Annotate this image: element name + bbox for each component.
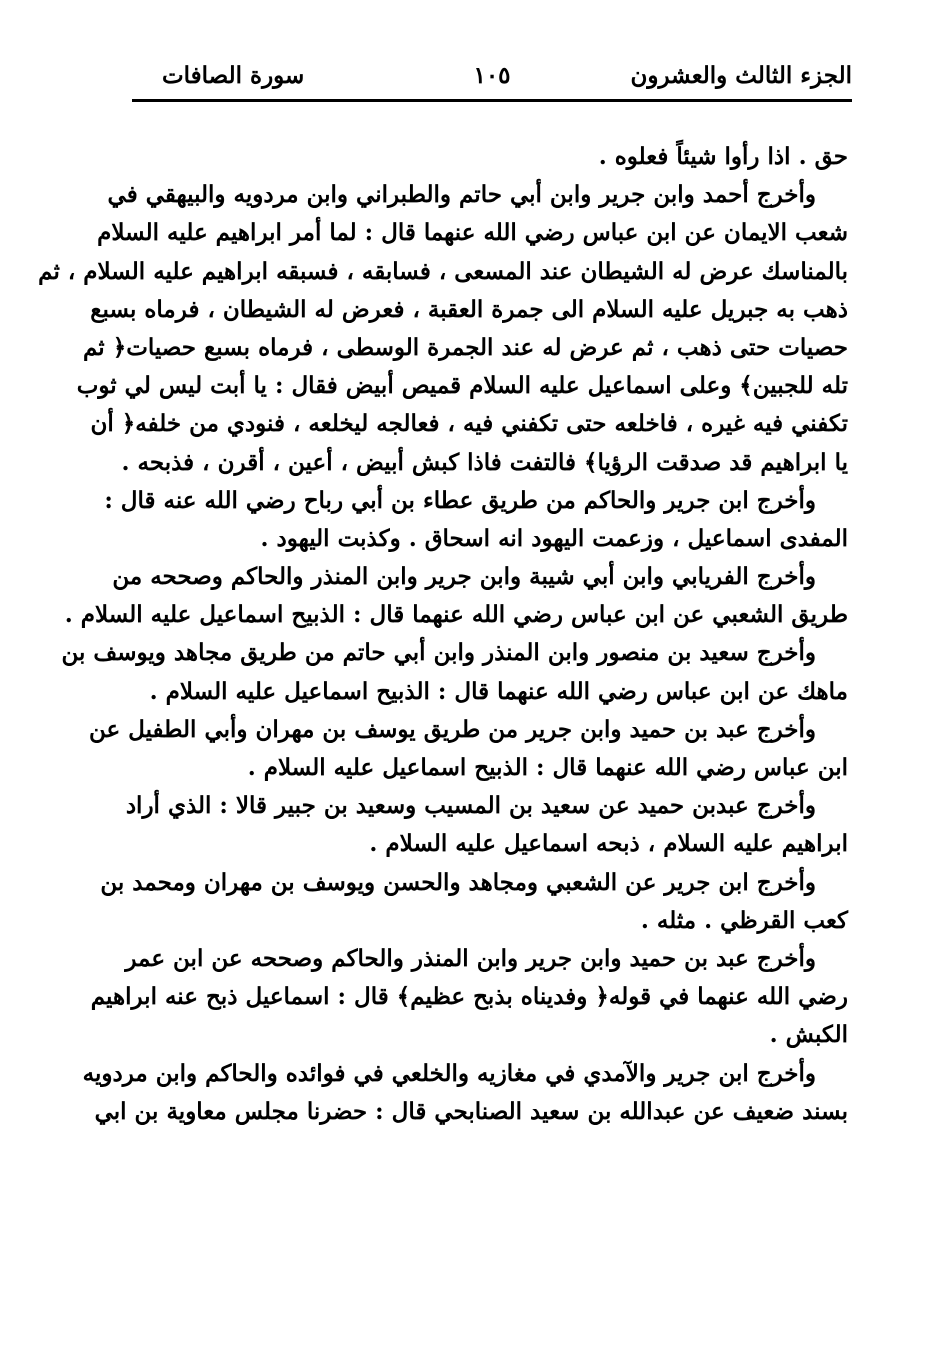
surah-title: سورة الصافات bbox=[162, 62, 305, 89]
text-line: طريق الشعبي عن ابن عباس رضي الله عنهما قال : الذبيح اسماعيل عليه السلام . bbox=[64, 601, 848, 629]
text-line: الكبش . bbox=[769, 1021, 848, 1049]
text-line: وأخرج سعيد بن منصور وابن المنذر وابن أبي حاتم من طريق مجاهد ويوسف بن bbox=[61, 639, 816, 667]
text-line: كعب القرظي . مثله . bbox=[640, 906, 848, 934]
text-line: حق . اذا رأوا شيئاً فعلوه . bbox=[598, 143, 848, 170]
text-line: رضي الله عنهما في قوله﴿ وفديناه بذبح عظيم﴾ قال : اسماعيل ذبح عنه ابراهيم bbox=[90, 983, 848, 1011]
page-header bbox=[132, 56, 852, 96]
text-line: يا ابراهيم قد صدقت الرؤيا﴾ فالتفت فاذا كبش أبيض ، أعين ، أقرن ، فذبحه . bbox=[121, 448, 848, 476]
text-line: بالمناسك عرض له الشيطان عند المسعى ، فسابقه ، فسبقه ابراهيم عليه السلام ، ثم bbox=[38, 257, 848, 285]
text-line: وأخرج الفريابي وابن أبي شيبة وابن جرير وابن المنذر والحاكم وصححه من bbox=[112, 563, 816, 591]
text-line: المفدى اسماعيل ، وزعمت اليهود انه اسحاق . وكذبت اليهود . bbox=[260, 524, 848, 552]
text-line: ذهب به جبريل عليه السلام الى جمرة العقبة ، فعرض له الشيطان ، فرماه بسبع bbox=[90, 295, 848, 323]
text-line: وأخرج عبد بن حميد وابن جرير وابن المنذر والحاكم وصححه عن ابن عمر bbox=[125, 944, 816, 972]
text-line: ابن عباس رضي الله عنهما قال : الذبيح اسماعيل عليه السلام . bbox=[247, 754, 848, 781]
page-body bbox=[38, 138, 848, 1131]
text-line: تكفني فيه غيره ، فاخلعه حتى تكفني فيه ، فعالجه ليخلعه ، فنودي من خلفه﴿ أن bbox=[90, 410, 848, 438]
text-line: شعب الايمان عن ابن عباس رضي الله عنهما قال : لما أمر ابراهيم عليه السلام bbox=[97, 219, 848, 247]
page-number: ١٠٥ bbox=[473, 62, 511, 89]
text-line: وأخرج عبدبن حميد عن سعيد بن المسيب وسعيد بن جبير قالا : الذي أراد bbox=[125, 792, 816, 820]
part-title: الجزء الثالث والعشرون bbox=[630, 62, 852, 89]
text-line: بسند ضعيف عن عبدالله بن سعيد الصنابحي قال : حضرنا مجلس معاوية بن ابي bbox=[94, 1097, 848, 1125]
text-line: ابراهيم عليه السلام ، ذبحه اسماعيل عليه السلام . bbox=[369, 830, 848, 858]
text-line: وأخرج ابن جرير عن الشعبي ومجاهد والحسن ويوسف بن مهران ومحمد بن bbox=[100, 868, 816, 896]
text-line: ماهك عن ابن عباس رضي الله عنهما قال : الذبيح اسماعيل عليه السلام . bbox=[149, 677, 848, 705]
text-line: وأخرج عبد بن حميد وابن جرير من طريق يوسف بن مهران وأبي الطفيل عن bbox=[88, 715, 816, 743]
text-line: وأخرج ابن جرير والآمدي في مغازيه والخلعي في فوائده والحاكم وابن مردويه bbox=[82, 1059, 816, 1087]
text-line: وأخرج أحمد وابن جرير وابن أبي حاتم والطبراني وابن مردويه والبيهقي في bbox=[107, 181, 816, 209]
text-line: وأخرج ابن جرير والحاكم من طريق عطاء بن أبي رباح رضي الله عنه قال : bbox=[104, 486, 816, 514]
header-divider bbox=[132, 99, 852, 102]
text-line: حصيات حتى ذهب ، ثم عرض له عند الجمرة الوسطى ، فرماه بسبع حصيات﴿ ثم bbox=[83, 333, 848, 361]
text-line: تله للجبين﴾ وعلى اسماعيل عليه السلام قميص أبيض فقال : يا أبت ليس لي ثوب bbox=[76, 372, 848, 400]
